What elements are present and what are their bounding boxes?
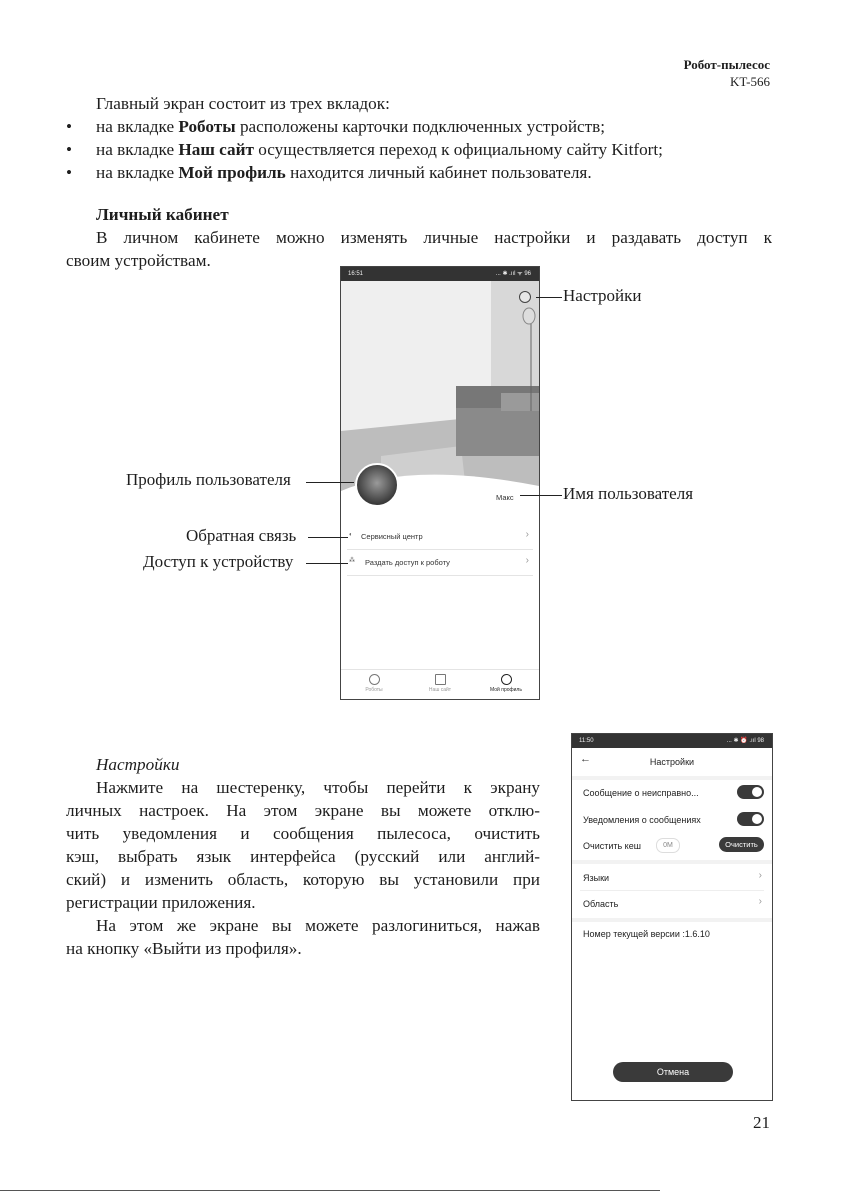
share-access-label: Раздать доступ к роботу [365,558,450,567]
status-bar: 16:51 ... ✱ .ııl ᯤ 96 [341,267,539,281]
region-row[interactable]: Область › [583,896,762,909]
settings-title: Настройки [649,757,695,767]
cabinet-text-line1: В личном кабинете можно изменять личные настройки и раздавать доступ к [96,228,772,247]
cancel-button[interactable]: Отмена [613,1062,733,1082]
status-bar: 11:50 ... ✱ ⏰ .ııl 98 [572,734,772,748]
clear-cache-button[interactable]: Очистить [719,837,764,852]
gear-icon[interactable] [519,291,531,303]
divider [572,776,772,780]
bottom-tab-bar [341,669,539,700]
avatar[interactable] [355,463,399,507]
running-header [684,56,770,90]
tab-list [66,115,786,184]
page-number: 21 [753,1113,770,1132]
username-label: Макс [496,493,514,502]
headset-icon: ◐ [349,532,353,538]
room-background-image [341,281,539,491]
divider [572,860,772,864]
clear-cache-label: Очистить кеш [583,841,641,851]
chevron-right-icon: › [758,896,762,907]
callout-username: Имя пользователя [563,484,694,503]
version-label: Номер текущей версии :1.6.10 [583,929,710,939]
intro-text: Главный экран состоит из трех вкладок: [96,94,390,113]
notifications-label: Уведомления о сообщениях [583,815,701,825]
cache-size-badge: 0M [656,838,680,853]
settings-topbar [572,748,772,774]
cart-icon [435,674,446,685]
robot-icon [369,674,380,685]
callout-profile: Профиль пользователя [126,470,291,489]
chevron-right-icon: › [525,529,529,540]
settings-paragraph: Нажмите на шестеренку, чтобы перейти к экрану личных настроек. На этом экране вы можете отклю- чить уведомления и сообщения пылесоса, очистить кэш, выбрать язык интерфейса (русский или англий- ский) и изменить область, которую вы установили при регистрации приложения. На этом же экране вы можете разлогиниться, нажав на кнопку «Выйти из профиля». [66,778,540,958]
service-center-label: Сервисный центр [361,532,423,541]
chevron-right-icon: › [758,870,762,881]
fault-message-label: Сообщение о неисправно... [583,788,699,798]
callout-line [308,537,348,538]
callout-feedback: Обратная связь [186,526,297,545]
tab-robots[interactable]: Роботы [341,670,407,700]
callout-line [536,297,562,298]
profile-icon [501,674,512,685]
profile-screen [340,266,540,700]
callout-line [306,482,354,483]
bottom-rule [0,1190,660,1191]
service-center-row[interactable] [347,525,533,550]
header-product: Робот-пылесос [683,57,770,72]
section-heading-settings: Настройки [96,755,180,774]
share-access-row[interactable] [347,551,533,576]
section-heading-cabinet: Личный кабинет [96,205,229,224]
share-icon: ⁂ [349,558,355,564]
tab-my-profile[interactable]: Мой профиль [473,670,539,700]
callout-line [520,495,562,496]
callout-line [306,563,348,564]
header-model: KT-566 [730,74,770,89]
cabinet-text-line2: своим устройствам. [66,251,211,270]
settings-screen [571,733,773,1101]
callout-access: Доступ к устройству [143,552,294,571]
divider [572,918,772,922]
notifications-toggle[interactable] [737,812,764,826]
tab-our-site[interactable]: Наш сайт [407,670,473,700]
list-item: • на вкладке Наш сайт осуществляется переход к официальному сайту Kitfort; [66,140,663,159]
callout-settings: Настройки [563,286,642,305]
fault-message-toggle[interactable] [737,785,764,799]
list-item: • на вкладке Мой профиль находится личный кабинет пользователя. [66,163,592,182]
back-arrow-icon[interactable]: ← [580,753,591,765]
languages-row[interactable]: Языки › [580,866,764,891]
chevron-right-icon: › [525,555,529,566]
list-item: • на вкладке Роботы расположены карточки подключенных устройств; [66,117,606,136]
